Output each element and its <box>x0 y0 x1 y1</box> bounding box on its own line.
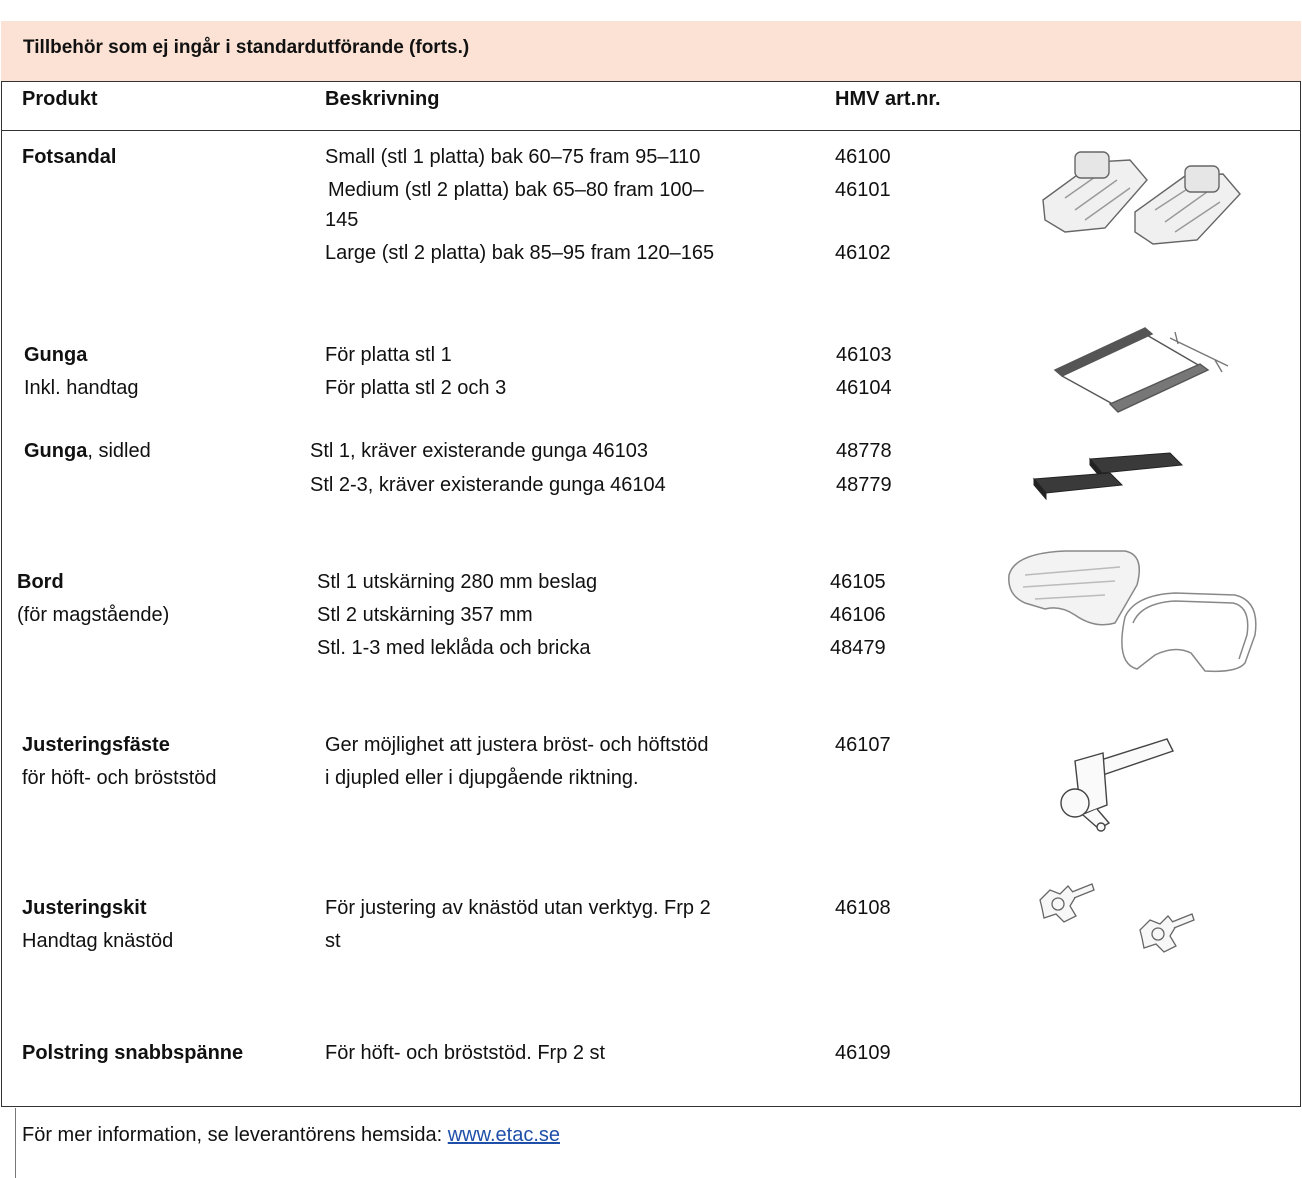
art-bord-2: 48479 <box>830 637 886 659</box>
product-sub-gunga: Inkl. handtag <box>24 377 139 399</box>
art-gunga-0: 46103 <box>836 344 892 366</box>
desc-fotsandal-0: Small (stl 1 platta) bak 60–75 fram 95–110 <box>325 146 701 168</box>
product-name-gunga: Gunga <box>24 344 88 366</box>
art-gunga-sidled-1: 48779 <box>836 474 892 496</box>
desc-gunga-sidled-1: Stl 2-3, kräver existerande gunga 46104 <box>310 474 666 496</box>
product-name-fotsandal: Fotsandal <box>22 146 117 168</box>
desc-justeringskit-1: st <box>325 930 341 952</box>
column-header-description: Beskrivning <box>325 88 440 110</box>
product-sub-bord: (för magstående) <box>17 604 170 626</box>
supplier-website-link[interactable]: www.etac.se <box>447 1124 560 1146</box>
desc-gunga-1: För platta stl 2 och 3 <box>325 377 507 399</box>
product-name-justeringskit: Justeringskit <box>22 897 147 919</box>
product-name-gunga-sidled: Gunga, sidled <box>24 440 151 462</box>
foot-sandal-pair-icon <box>1035 140 1265 250</box>
art-justeringsfaste-0: 46107 <box>835 734 891 756</box>
column-header-product: Produkt <box>22 88 98 110</box>
footer-info <box>22 1124 560 1147</box>
art-fotsandal-0: 46100 <box>835 146 891 168</box>
desc-bord-2: Stl. 1-3 med leklåda och bricka <box>317 637 591 659</box>
art-bord-1: 46106 <box>830 604 886 626</box>
art-polstring-0: 46109 <box>835 1042 891 1064</box>
footer-margin-line <box>15 1108 16 1178</box>
desc-polstring-0: För höft- och bröststöd. Frp 2 st <box>325 1042 606 1064</box>
desc-bord-1: Stl 2 utskärning 357 mm <box>317 604 533 626</box>
desc-justeringsfaste-1: i djupled eller i djupgående riktning. <box>325 767 639 789</box>
art-justeringskit-0: 46108 <box>835 897 891 919</box>
art-fotsandal-1: 46101 <box>835 179 891 201</box>
table-title: Tillbehör som ej ingår i standardutförande (forts.) <box>23 37 470 58</box>
star-knob-icon <box>1030 878 1210 968</box>
desc-fotsandal-1: Medium (stl 2 platta) bak 65–80 fram 100– <box>328 179 704 201</box>
tray-table-icon <box>1005 545 1265 685</box>
desc-justeringsfaste-0: Ger möjlighet att justera bröst- och höftstöd <box>325 734 709 756</box>
desc-gunga-0: För platta stl 1 <box>325 344 452 366</box>
rocker-frame-icon <box>1050 320 1235 415</box>
table-title-band <box>1 21 1301 82</box>
product-name-justeringsfaste: Justeringsfäste <box>22 734 170 756</box>
header-divider <box>1 130 1301 131</box>
footer-text: För mer information, se leverantörens hemsida: <box>22 1124 448 1146</box>
art-gunga-1: 46104 <box>836 377 892 399</box>
adjustment-bracket-icon <box>1055 725 1180 840</box>
side-rocker-blocks-icon <box>1030 445 1190 500</box>
product-sub-justeringsfaste: för höft- och bröststöd <box>22 767 217 789</box>
art-gunga-sidled-0: 48778 <box>836 440 892 462</box>
desc-fotsandal-2: 145 <box>325 209 359 231</box>
column-header-article: HMV art.nr. <box>835 88 941 110</box>
product-sub-justeringskit: Handtag knästöd <box>22 930 174 952</box>
desc-justeringskit-0: För justering av knästöd utan verktyg. Frp 2 <box>325 897 711 919</box>
product-name-bord: Bord <box>17 571 64 593</box>
art-bord-0: 46105 <box>830 571 886 593</box>
desc-bord-0: Stl 1 utskärning 280 mm beslag <box>317 571 598 593</box>
product-name-polstring: Polstring snabbspänne <box>22 1042 244 1064</box>
art-fotsandal-2: 46102 <box>835 242 891 264</box>
desc-gunga-sidled-0: Stl 1, kräver existerande gunga 46103 <box>310 440 648 462</box>
desc-fotsandal-3: Large (stl 2 platta) bak 85–95 fram 120–165 <box>325 242 715 264</box>
